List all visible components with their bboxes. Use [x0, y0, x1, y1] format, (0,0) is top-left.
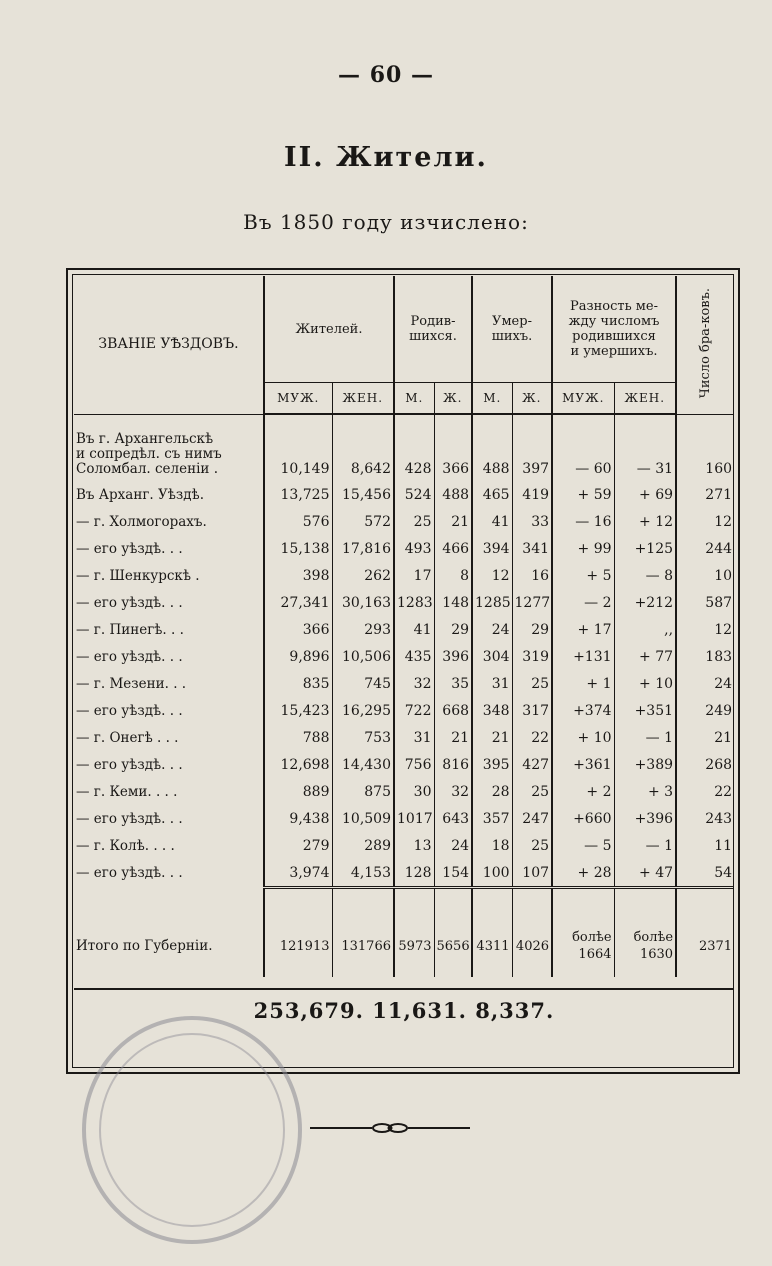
total-died-m: 4311 [472, 915, 512, 977]
table-row [74, 414, 734, 481]
total-marriages: 2371 [676, 915, 734, 977]
district-name: — его уѣздѣ. . . [76, 540, 183, 557]
cell-born-m: 1017 [394, 805, 434, 832]
cell-male: 9,896 [264, 643, 332, 670]
cell-diff-zh: + 69 [614, 481, 676, 508]
ornament-divider [310, 1118, 470, 1138]
cell-died-m: 21 [472, 724, 512, 751]
cell-male: 27,341 [264, 589, 332, 616]
table-row [74, 562, 734, 589]
cell-male: 12,698 [264, 751, 332, 778]
cell-diff-m: + 10 [552, 724, 614, 751]
cell-diff-zh: + 47 [614, 859, 676, 888]
cell-female: 8,642 [332, 414, 394, 481]
cell-born-m: 13 [394, 832, 434, 859]
cell-died-m: 1285 [472, 589, 512, 616]
table-row [74, 508, 734, 535]
cell-died-m: 12 [472, 562, 512, 589]
library-stamp [72, 1010, 312, 1250]
cell-died-zh: 16 [512, 562, 552, 589]
cell-female: 875 [332, 778, 394, 805]
cell-died-zh: 107 [512, 859, 552, 888]
cell-male: 15,423 [264, 697, 332, 724]
subtitle: Въ 1850 году изчислено: [243, 210, 529, 234]
cell-diff-m: +131 [552, 643, 614, 670]
sub-header-died-m: М. [472, 383, 512, 415]
cell-born-zh: 366 [434, 414, 472, 481]
table-row [74, 670, 734, 697]
district-name: — его уѣздѣ. . . [76, 702, 183, 719]
cell-diff-zh: — 31 [614, 414, 676, 481]
table-row [74, 805, 734, 832]
header-residents: Жителей. [264, 276, 394, 383]
total-female: 131766 [332, 915, 394, 977]
sub-header-female: ЖЕН. [332, 383, 394, 415]
cell-born-m: 25 [394, 508, 434, 535]
cell-born-m: 722 [394, 697, 434, 724]
cell-marriages: 160 [676, 414, 734, 481]
cell-died-zh: 25 [512, 670, 552, 697]
cell-died-zh: 427 [512, 751, 552, 778]
cell-died-zh: 22 [512, 724, 552, 751]
table-row [74, 778, 734, 805]
cell-female: 10,506 [332, 643, 394, 670]
cell-marriages: 244 [676, 535, 734, 562]
header-diff-l4: и умершихъ. [570, 344, 658, 359]
cell-female: 4,153 [332, 859, 394, 888]
cell-died-m: 488 [472, 414, 512, 481]
header-district-name: ЗВАНІЕ УѢЗДОВЪ. [74, 276, 264, 414]
cell-died-zh: 247 [512, 805, 552, 832]
cell-born-zh: 32 [434, 778, 472, 805]
cell-female: 14,430 [332, 751, 394, 778]
cell-female: 16,295 [332, 697, 394, 724]
header-diff-l3: родившихся [572, 329, 656, 344]
total-born-m: 5973 [394, 915, 434, 977]
cell-female: 572 [332, 508, 394, 535]
total-diff-zh [614, 915, 676, 977]
cell-born-m: 428 [394, 414, 434, 481]
cell-female: 15,456 [332, 481, 394, 508]
district-name: — его уѣздѣ. . . [76, 756, 183, 773]
cell-male: 366 [264, 616, 332, 643]
district-name: — его уѣздѣ. . . [76, 810, 183, 827]
cell-female: 293 [332, 616, 394, 643]
cell-born-zh: 21 [434, 724, 472, 751]
header-died-l1: Умер- [492, 314, 532, 329]
cell-born-zh: 24 [434, 832, 472, 859]
table-row [74, 643, 734, 670]
total-row [74, 915, 734, 977]
header-marriages [676, 276, 734, 414]
cell-diff-m: + 28 [552, 859, 614, 888]
population-table [74, 276, 734, 977]
cell-diff-zh: +351 [614, 697, 676, 724]
table-gap-row [74, 888, 734, 916]
cell-diff-zh: +396 [614, 805, 676, 832]
district-name: — г. Пинегѣ. . . [76, 621, 184, 638]
cell-marriages: 54 [676, 859, 734, 888]
cell-died-zh: 25 [512, 832, 552, 859]
table-row [74, 832, 734, 859]
district-name: — г. Колѣ. . . . [76, 837, 175, 854]
sub-header-born-m: М. [394, 383, 434, 415]
table-row [74, 751, 734, 778]
cell-born-zh: 8 [434, 562, 472, 589]
cell-born-m: 435 [394, 643, 434, 670]
cell-diff-m: +660 [552, 805, 614, 832]
cell-marriages: 243 [676, 805, 734, 832]
cell-diff-zh: +389 [614, 751, 676, 778]
cell-diff-zh: — 1 [614, 832, 676, 859]
cell-marriages: 587 [676, 589, 734, 616]
header-born-l2: шихся. [409, 329, 457, 344]
cell-born-zh: 668 [434, 697, 472, 724]
cell-marriages: 12 [676, 616, 734, 643]
sub-header-diff-m: МУЖ. [552, 383, 614, 415]
table-row [74, 589, 734, 616]
cell-died-m: 24 [472, 616, 512, 643]
cell-died-m: 304 [472, 643, 512, 670]
total-diff-m [552, 915, 614, 977]
cell-born-zh: 396 [434, 643, 472, 670]
cell-died-zh: 25 [512, 778, 552, 805]
district-name-line: Соломбал. селеніи . [76, 461, 219, 477]
cell-marriages: 22 [676, 778, 734, 805]
cell-marriages: 183 [676, 643, 734, 670]
cell-diff-m: — 16 [552, 508, 614, 535]
district-name: — его уѣздѣ. . . [76, 594, 183, 611]
cell-marriages: 271 [676, 481, 734, 508]
cell-male: 398 [264, 562, 332, 589]
cell-died-m: 28 [472, 778, 512, 805]
cell-male: 9,438 [264, 805, 332, 832]
page-number: — 60 — [338, 62, 434, 88]
sub-header-born-zh: Ж. [434, 383, 472, 415]
cell-female: 10,509 [332, 805, 394, 832]
header-died-l2: шихъ. [491, 329, 533, 344]
cell-died-m: 41 [472, 508, 512, 535]
cell-died-zh: 319 [512, 643, 552, 670]
cell-diff-m: + 99 [552, 535, 614, 562]
cell-died-m: 31 [472, 670, 512, 697]
grand-totals: 253,679. 11,631. 8,337. [74, 988, 734, 1026]
table-row [74, 724, 734, 751]
sub-header-diff-zh: ЖЕН. [614, 383, 676, 415]
sub-header-died-zh: Ж. [512, 383, 552, 415]
cell-diff-zh: — 1 [614, 724, 676, 751]
cell-born-zh: 466 [434, 535, 472, 562]
cell-marriages: 11 [676, 832, 734, 859]
total-diff-m-l1: болѣе [572, 930, 612, 945]
cell-male: 15,138 [264, 535, 332, 562]
section-title: II. Жители. [284, 142, 488, 173]
cell-female: 753 [332, 724, 394, 751]
district-name: — г. Мезени. . . [76, 675, 187, 692]
cell-diff-m: +361 [552, 751, 614, 778]
header-died [472, 276, 552, 383]
cell-diff-zh: +212 [614, 589, 676, 616]
district-name-line: Въ г. Архангельскѣ [76, 431, 214, 447]
cell-died-m: 395 [472, 751, 512, 778]
cell-born-m: 17 [394, 562, 434, 589]
district-name: Въ Арханг. Уѣздѣ. [76, 486, 204, 503]
cell-female: 262 [332, 562, 394, 589]
cell-male: 576 [264, 508, 332, 535]
cell-born-m: 493 [394, 535, 434, 562]
table-row [74, 697, 734, 724]
district-name: — г. Кеми. . . . [76, 783, 178, 800]
cell-born-zh: 154 [434, 859, 472, 888]
cell-marriages: 249 [676, 697, 734, 724]
cell-male: 889 [264, 778, 332, 805]
cell-diff-m: +374 [552, 697, 614, 724]
cell-diff-m: + 17 [552, 616, 614, 643]
cell-died-zh: 317 [512, 697, 552, 724]
district-name: — его уѣздѣ. . . [76, 648, 183, 665]
cell-died-m: 100 [472, 859, 512, 888]
cell-diff-zh: + 77 [614, 643, 676, 670]
cell-diff-zh: ,, [614, 616, 676, 643]
header-marriages-label: Число бра-ковъ. [698, 287, 714, 398]
cell-born-m: 30 [394, 778, 434, 805]
cell-born-zh: 816 [434, 751, 472, 778]
total-born-zh: 5656 [434, 915, 472, 977]
header-difference [552, 276, 676, 383]
cell-born-m: 41 [394, 616, 434, 643]
cell-male: 10,149 [264, 414, 332, 481]
cell-female: 289 [332, 832, 394, 859]
cell-male: 13,725 [264, 481, 332, 508]
cell-diff-zh: + 3 [614, 778, 676, 805]
cell-born-m: 756 [394, 751, 434, 778]
cell-born-zh: 643 [434, 805, 472, 832]
cell-marriages: 24 [676, 670, 734, 697]
cell-female: 30,163 [332, 589, 394, 616]
cell-born-m: 1283 [394, 589, 434, 616]
cell-male: 279 [264, 832, 332, 859]
cell-died-zh: 419 [512, 481, 552, 508]
cell-born-m: 31 [394, 724, 434, 751]
cell-diff-zh: + 12 [614, 508, 676, 535]
district-name: — его уѣздѣ. . . [76, 865, 183, 882]
total-male: 121913 [264, 915, 332, 977]
cell-diff-m: + 59 [552, 481, 614, 508]
cell-male: 3,974 [264, 859, 332, 888]
header-born-l1: Родив- [410, 314, 456, 329]
cell-born-zh: 21 [434, 508, 472, 535]
cell-died-zh: 341 [512, 535, 552, 562]
total-diff-zh-l1: болѣе [633, 930, 674, 945]
cell-male: 835 [264, 670, 332, 697]
cell-diff-m: + 1 [552, 670, 614, 697]
cell-died-m: 394 [472, 535, 512, 562]
district-name: — г. Холмогорахъ. [76, 513, 207, 530]
cell-male: 788 [264, 724, 332, 751]
statistics-table-frame [66, 268, 740, 1074]
cell-died-m: 357 [472, 805, 512, 832]
district-name-line: и сопредѣл. съ нимъ [76, 446, 222, 462]
cell-marriages: 10 [676, 562, 734, 589]
cell-born-m: 128 [394, 859, 434, 888]
total-died-zh: 4026 [512, 915, 552, 977]
cell-marriages: 21 [676, 724, 734, 751]
header-diff-l2: жду числомъ [568, 314, 660, 329]
cell-died-zh: 29 [512, 616, 552, 643]
cell-marriages: 268 [676, 751, 734, 778]
total-diff-zh-l2: 1630 [639, 947, 674, 962]
district-name [74, 414, 264, 481]
cell-diff-m: — 5 [552, 832, 614, 859]
cell-died-zh: 1277 [512, 589, 552, 616]
cell-diff-m: — 60 [552, 414, 614, 481]
cell-female: 745 [332, 670, 394, 697]
cell-died-m: 465 [472, 481, 512, 508]
cell-born-m: 524 [394, 481, 434, 508]
cell-died-zh: 397 [512, 414, 552, 481]
cell-born-m: 32 [394, 670, 434, 697]
header-born [394, 276, 472, 383]
cell-female: 17,816 [332, 535, 394, 562]
district-name: — г. Онегѣ . . . [76, 729, 179, 746]
cell-died-m: 348 [472, 697, 512, 724]
cell-diff-zh: — 8 [614, 562, 676, 589]
cell-marriages: 12 [676, 508, 734, 535]
total-diff-m-l2: 1664 [578, 947, 612, 962]
cell-died-m: 18 [472, 832, 512, 859]
cell-diff-zh: +125 [614, 535, 676, 562]
sub-header-male: МУЖ. [264, 383, 332, 415]
district-name: — г. Шенкурскѣ . [76, 567, 200, 584]
cell-died-zh: 33 [512, 508, 552, 535]
cell-diff-m: + 2 [552, 778, 614, 805]
cell-born-zh: 35 [434, 670, 472, 697]
cell-born-zh: 29 [434, 616, 472, 643]
cell-born-zh: 488 [434, 481, 472, 508]
table-row [74, 859, 734, 888]
table-row [74, 481, 734, 508]
cell-born-zh: 148 [434, 589, 472, 616]
cell-diff-zh: + 10 [614, 670, 676, 697]
cell-diff-m: — 2 [552, 589, 614, 616]
header-diff-l1: Разность ме- [570, 299, 658, 314]
table-row [74, 535, 734, 562]
total-label: Итого по Губерніи. [76, 938, 213, 954]
table-row [74, 616, 734, 643]
cell-diff-m: + 5 [552, 562, 614, 589]
